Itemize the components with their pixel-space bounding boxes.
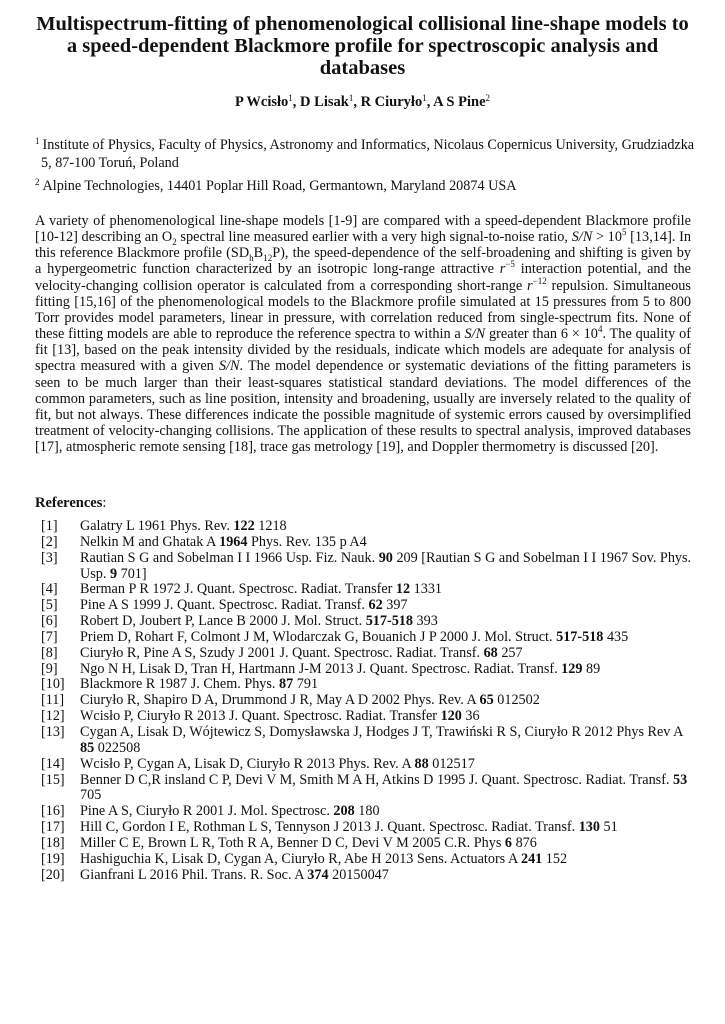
superscript: 4 [597, 324, 603, 335]
reference-number: [10] [41, 676, 65, 693]
author-affil-mark: 1 [348, 93, 354, 103]
reference-volume: 6 [504, 834, 513, 851]
reference-number: [16] [41, 803, 65, 820]
reference-text [80, 662, 695, 678]
reference-item [35, 725, 695, 757]
affiliation-text: Alpine Technologies, 14401 Poplar Hill Road, Germantown, Maryland 20874 USA [42, 178, 517, 194]
abstract-text: repulsion. Simultaneous fitting [15,16] of the phenomenological models to the Blackmore profile simulated at 15 pressures from 5 to 800 Torr provides model parameters, linear in pressure, with correlation reduced from single-spectrum fits. None of these fitting models are able to reproduce the reference spectra to within a [35, 277, 691, 343]
reference-citation: Ciuryło R, Pine A S, Szudy J 2001 J. Quant. Spectrosc. Radiat. Transf. [80, 644, 484, 661]
reference-citation: Miller C E, Brown L R, Toth R A, Benner D C, Devi V M 2005 C.R. Phys [80, 834, 505, 851]
reference-number: [7] [41, 628, 58, 645]
reference-item [35, 677, 695, 693]
reference-item [35, 519, 695, 535]
reference-text [80, 630, 695, 646]
reference-citation: Blackmore R 1987 J. Chem. Phys. [80, 676, 280, 693]
reference-text [80, 804, 695, 820]
abstract [35, 213, 691, 455]
reference-number: [17] [41, 819, 65, 836]
reference-citation: Robert D, Joubert P, Lance B 2000 J. Mol. Struct. [80, 613, 366, 630]
reference-number: [11] [41, 692, 65, 709]
affiliation-number: 2 [35, 177, 40, 187]
reference-citation: Galatry L 1961 Phys. Rev. [80, 518, 234, 534]
reference-citation: 1218 [254, 518, 287, 534]
reference-volume: 517-518 [556, 628, 604, 645]
reference-citation: Berman P R 1972 J. Quant. Spectrosc. Radiat. Transfer [80, 581, 396, 598]
reference-text [80, 820, 695, 836]
superscript: −12 [532, 275, 547, 286]
reference-number: [9] [41, 660, 58, 677]
reference-text [80, 693, 695, 709]
reference-number: [19] [41, 850, 65, 867]
reference-item [35, 852, 695, 868]
reference-citation: 705 [80, 787, 102, 804]
reference-number: [6] [41, 613, 58, 630]
reference-number: [20] [41, 866, 65, 883]
subscript: h [249, 253, 254, 264]
paper-title: Multispectrum-fitting of phenomenological collisional line-shape models to a speed-dependent Blackmore profile for spectroscopic analysis and databases [36, 13, 689, 79]
reference-number: [2] [41, 533, 58, 550]
superscript: 5 [621, 227, 627, 238]
reference-citation: 1331 [410, 581, 443, 598]
abstract-text: greater than 6 × 10 [485, 326, 598, 343]
author-name: P Wcisło [234, 94, 289, 110]
reference-citation: Ngo N H, Lisak D, Tran H, Hartmann J-M 2013 J. Quant. Spectrosc. Radiat. Transf. [80, 660, 562, 677]
reference-number: [15] [41, 771, 65, 788]
math-symbol: S/N [218, 358, 240, 375]
reference-volume: 1964 [219, 533, 248, 550]
math-symbol: r [499, 261, 506, 278]
reference-text [80, 868, 695, 884]
reference-text [80, 646, 695, 662]
reference-text [80, 757, 695, 773]
reference-volume: 517-518 [365, 613, 413, 630]
reference-citation: Nelkin M and Ghatak A [80, 533, 220, 550]
author-affil-mark: 1 [422, 93, 427, 103]
affiliation-2 [35, 177, 706, 195]
reference-text [80, 852, 695, 868]
reference-citation: 20150047 [328, 866, 389, 883]
reference-text [80, 535, 695, 551]
reference-citation: 012517 [428, 755, 475, 772]
reference-volume: 85 [80, 739, 95, 756]
reference-text [80, 836, 695, 852]
reference-list [35, 519, 695, 883]
reference-number: [5] [41, 597, 58, 614]
reference-citation: 89 [582, 660, 601, 677]
reference-text [80, 773, 695, 805]
reference-item [35, 820, 695, 836]
reference-text [80, 582, 695, 598]
reference-number: [18] [41, 834, 65, 851]
reference-volume: 88 [414, 755, 429, 772]
abstract-text: . The quality of fit [13], based on the peak intensity divided by the residuals, indicate which models are adequate for analysis of spectra measured with a given [35, 326, 691, 375]
reference-citation: Wcisło P, Ciuryło R 2013 J. Quant. Spectrosc. Radiat. Transfer [80, 708, 441, 725]
affiliation-text: Institute of Physics, Faculty of Physics, Astronomy and Informatics, Nicolaus Copernicus University, Grudziadzka 5, 87-100 Toruń, Poland [41, 137, 695, 171]
reference-volume: 62 [368, 597, 383, 614]
reference-volume: 130 [578, 819, 600, 836]
reference-volume: 374 [307, 866, 329, 883]
reference-item [35, 757, 695, 773]
reference-text [80, 709, 695, 725]
reference-citation: 209 [Rautian S G and Sobelman I I 1967 Sov. Phys. Usp. [80, 549, 692, 582]
reference-text [80, 598, 695, 614]
abstract-text: interaction potential, and the velocity-changing collision operator is calculated from a corresponding short-range [35, 261, 691, 294]
references-heading-colon: : [102, 495, 107, 511]
reference-item [35, 693, 695, 709]
reference-number: [3] [41, 549, 58, 566]
reference-citation: Priem D, Rohart F, Colmont J M, Wlodarczak G, Bouanich J P 2000 J. Mol. Struct. [80, 628, 557, 645]
reference-citation: 152 [542, 850, 568, 867]
reference-citation: 791 [293, 676, 319, 693]
reference-citation: Hill C, Gordon I E, Rothman L S, Tennyson J 2013 J. Quant. Spectrosc. Radiat. Transf. [80, 819, 579, 836]
abstract-text: > 10 [592, 229, 622, 246]
author-name: A S Pine [433, 94, 486, 110]
reference-citation: Gianfrani L 2016 Phil. Trans. R. Soc. A [80, 866, 308, 883]
reference-number: [14] [41, 755, 65, 772]
reference-citation: 701] [117, 565, 147, 582]
reference-volume: 68 [483, 644, 498, 661]
abstract-text: A variety of phenomenological line-shape models [1-9] are compared with a speed-dependent Blackmore profile [10-12] describing an O [35, 213, 691, 246]
reference-volume: 208 [333, 803, 355, 820]
reference-citation: Pine A S, Ciuryło R 2001 J. Mol. Spectrosc. [80, 803, 334, 820]
reference-citation: 180 [354, 803, 380, 820]
reference-citation: Phys. Rev. 135 p A4 [247, 533, 367, 550]
reference-citation: 51 [599, 819, 618, 836]
abstract-text: P), the speed-dependence of the self-broadening and shifting is given by a hypergeometric function characterized by an isotropic long-range attractive [35, 245, 691, 278]
reference-number: [1] [41, 518, 58, 534]
subscript: 12 [263, 253, 273, 264]
reference-item [35, 773, 695, 805]
reference-text [80, 551, 695, 583]
superscript: −5 [505, 259, 515, 270]
author-affil-mark: 1 [288, 93, 293, 103]
abstract-text: [13,14]. In this reference Blackmore profile (SD [35, 229, 691, 262]
reference-text [80, 677, 695, 693]
author-name: D Lisak [300, 94, 349, 110]
reference-item [35, 709, 695, 725]
reference-volume: 241 [520, 850, 543, 867]
abstract-text: spectral line measured earlier with a very high signal-to-noise ratio, [176, 229, 572, 246]
math-symbol: r [527, 277, 533, 294]
reference-citation: Pine A S 1999 J. Quant. Spectrosc. Radiat. Transf. [80, 597, 369, 614]
reference-item [35, 868, 695, 884]
references-heading [35, 494, 106, 512]
reference-text [80, 614, 695, 630]
reference-citation: 36 [461, 708, 480, 725]
reference-citation: Hashiguchia K, Lisak D, Cygan A, Ciuryło R, Abe H 2013 Sens. Actuators A [80, 850, 521, 867]
math-symbol: S/N [464, 326, 486, 343]
reference-number: [13] [41, 723, 65, 740]
affiliation-number: 1 [35, 136, 40, 146]
reference-volume: 129 [561, 660, 583, 677]
reference-number: [8] [41, 644, 58, 661]
reference-citation: 393 [413, 613, 438, 630]
reference-item [35, 598, 695, 614]
reference-volume: 9 [109, 565, 118, 582]
reference-volume: 87 [279, 676, 294, 693]
abstract-text: . The model dependence or systematic deviations of the fitting parameters is seen to be much larger than their least-squares statistical standard deviations. The model differences of the common parameters, such as line position, intensity and broadening, usually are inversely related to the quality of fit, but not always. These differences indicate the possible magnitude of systemic errors caused by oversimplified treatment of velocity-changing collisions. The application of these results to spectral analysis, improved databases [17], atmospheric remote sensing [18], trace gas metrology [19], and Doppler thermometry is discussed [20]. [35, 358, 691, 456]
reference-number: [4] [41, 581, 58, 598]
reference-citation: 435 [603, 628, 629, 645]
reference-citation: 876 [512, 834, 537, 851]
subscript: 2 [172, 237, 177, 248]
affiliation-1 [35, 136, 706, 172]
reference-volume: 12 [395, 581, 411, 598]
reference-volume: 120 [440, 708, 462, 725]
reference-volume: 53 [673, 771, 688, 788]
abstract-text: B [253, 245, 264, 262]
reference-volume: 65 [479, 692, 494, 709]
author-name: R Ciuryło [360, 94, 423, 110]
author-affil-mark: 2 [485, 93, 491, 103]
reference-citation: Ciuryło R, Shapiro D A, Drummond J R, May A D 2002 Phys. Rev. A [80, 692, 480, 709]
reference-item [35, 804, 695, 820]
reference-item [35, 836, 695, 852]
reference-volume: 122 [233, 518, 255, 534]
reference-item [35, 614, 695, 630]
reference-citation: 397 [382, 597, 408, 614]
math-symbol: S/N [571, 229, 593, 246]
reference-number: [12] [41, 708, 65, 725]
references-heading-label: References [35, 495, 103, 511]
reference-citation: Benner D C,R insland C P, Devi V M, Smith M A H, Atkins D 1995 J. Quant. Spectrosc. Radiat. Transf. [80, 771, 674, 788]
author-list: P Wcisło$^1$, D Lisak$^1$, R Ciuryło$^1$, A S Pine$^2$ [234, 93, 491, 110]
reference-item [35, 662, 695, 678]
reference-text [80, 519, 695, 535]
reference-item [35, 646, 695, 662]
reference-citation: Cygan A, Lisak D, Wójtewicz S, Domysławska J, Hodges J T, Trawiński R S, Ciuryło R 2012 Phys Rev A [80, 723, 683, 740]
reference-citation: Rautian S G and Sobelman I I 1966 Usp. Fiz. Nauk. [80, 549, 379, 566]
reference-citation: 257 [497, 644, 523, 661]
reference-item [35, 551, 695, 583]
reference-text [80, 725, 695, 757]
reference-item [35, 535, 695, 551]
reference-citation: 022508 [94, 739, 141, 756]
reference-citation: Wcisło P, Cygan A, Lisak D, Ciuryło R 2013 Phys. Rev. A [80, 755, 415, 772]
reference-citation: 012502 [493, 692, 540, 709]
reference-item [35, 582, 695, 598]
reference-item [35, 630, 695, 646]
reference-volume: 90 [378, 549, 393, 566]
